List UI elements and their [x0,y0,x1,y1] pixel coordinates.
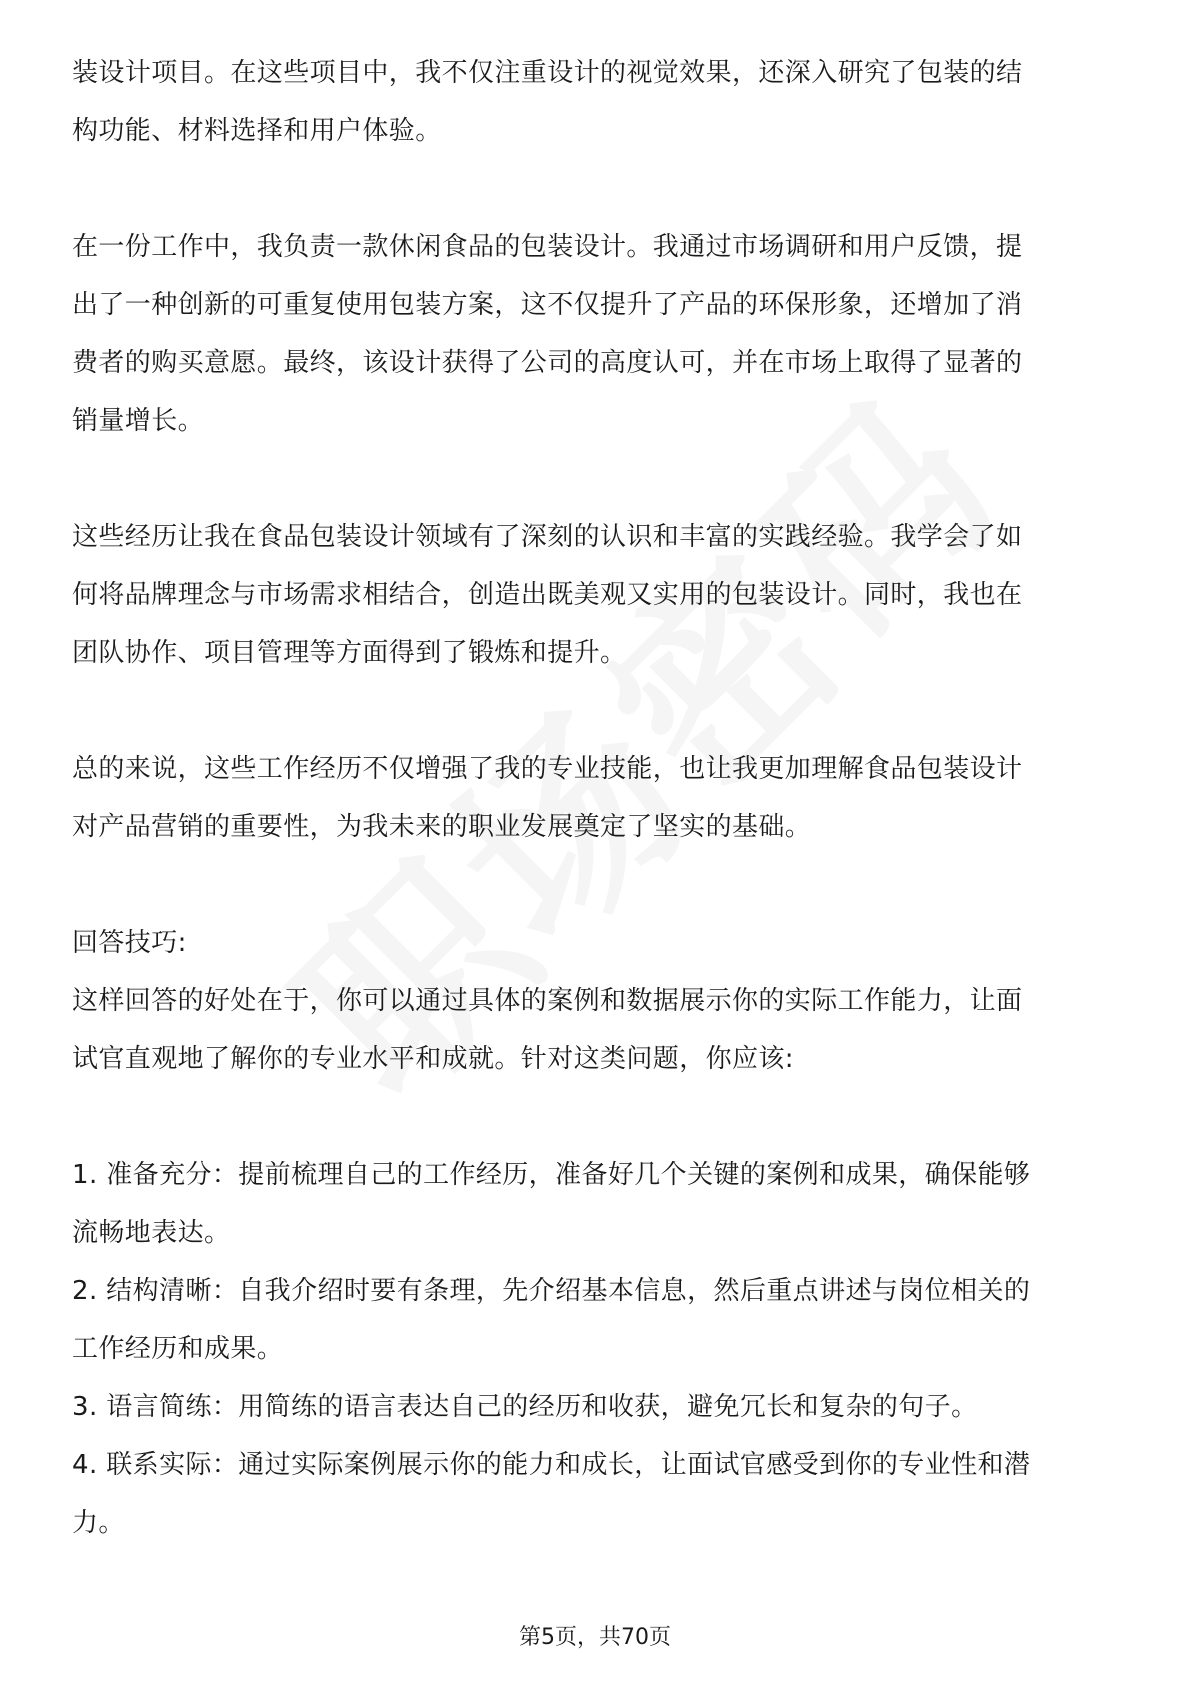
text-line: 构功能、材料选择和用户体验。 [72,116,442,146]
list-item-continuation: 力。 [72,1508,125,1538]
list-item: 2. 结构清晰：自我介绍时要有条理，先介绍基本信息，然后重点讲述与岗位相关的 [72,1276,1031,1306]
blank-line [72,1088,1118,1146]
text-line: 装设计项目。在这些项目中，我不仅注重设计的视觉效果，还深入研究了包装的结 [72,58,1023,88]
text-line: 试官直观地了解你的专业水平和成就。针对这类问题，你应该: [72,1044,794,1074]
page-body [72,44,1118,1552]
text-line: 这些经历让我在食品包装设计领域有了深刻的认识和丰富的实践经验。我学会了如 [72,522,1023,552]
blank-line [72,856,1118,914]
section-heading: 回答技巧: [72,928,187,958]
text-line: 总的来说，这些工作经历不仅增强了我的专业技能，也让我更加理解食品包装设计 [72,754,1023,784]
text-line: 对产品营销的重要性，为我未来的职业发展奠定了坚实的基础。 [72,812,812,842]
text-line: 在一份工作中，我负责一款休闲食品的包装设计。我通过市场调研和用户反馈，提 [72,232,1023,262]
text-line: 团队协作、项目管理等方面得到了锻炼和提升。 [72,638,627,668]
list-item-continuation: 工作经历和成果。 [72,1334,284,1364]
text-line: 出了一种创新的可重复使用包装方案，这不仅提升了产品的环保形象，还增加了消 [72,290,1023,320]
text-line: 销量增长。 [72,406,205,436]
list-item: 1. 准备充分：提前梳理自己的工作经历，准备好几个关键的案例和成果，确保能够 [72,1160,1031,1190]
list-item: 3. 语言简练：用简练的语言表达自己的经历和收获，避免冗长和复杂的句子。 [72,1392,978,1422]
page-number: 第5页，共70页 [519,1625,671,1650]
blank-line [72,450,1118,508]
blank-line [72,682,1118,740]
text-line: 费者的购买意愿。最终，该设计获得了公司的高度认可，并在市场上取得了显著的 [72,348,1023,378]
blank-line [72,160,1118,218]
text-line: 这样回答的好处在于，你可以通过具体的案例和数据展示你的实际工作能力，让面 [72,986,1023,1016]
list-item: 4. 联系实际：通过实际案例展示你的能力和成长，让面试官感受到你的专业性和潜 [72,1450,1031,1480]
list-item-continuation: 流畅地表达。 [72,1218,231,1248]
text-line: 何将品牌理念与市场需求相结合，创造出既美观又实用的包装设计。同时，我也在 [72,580,1023,610]
